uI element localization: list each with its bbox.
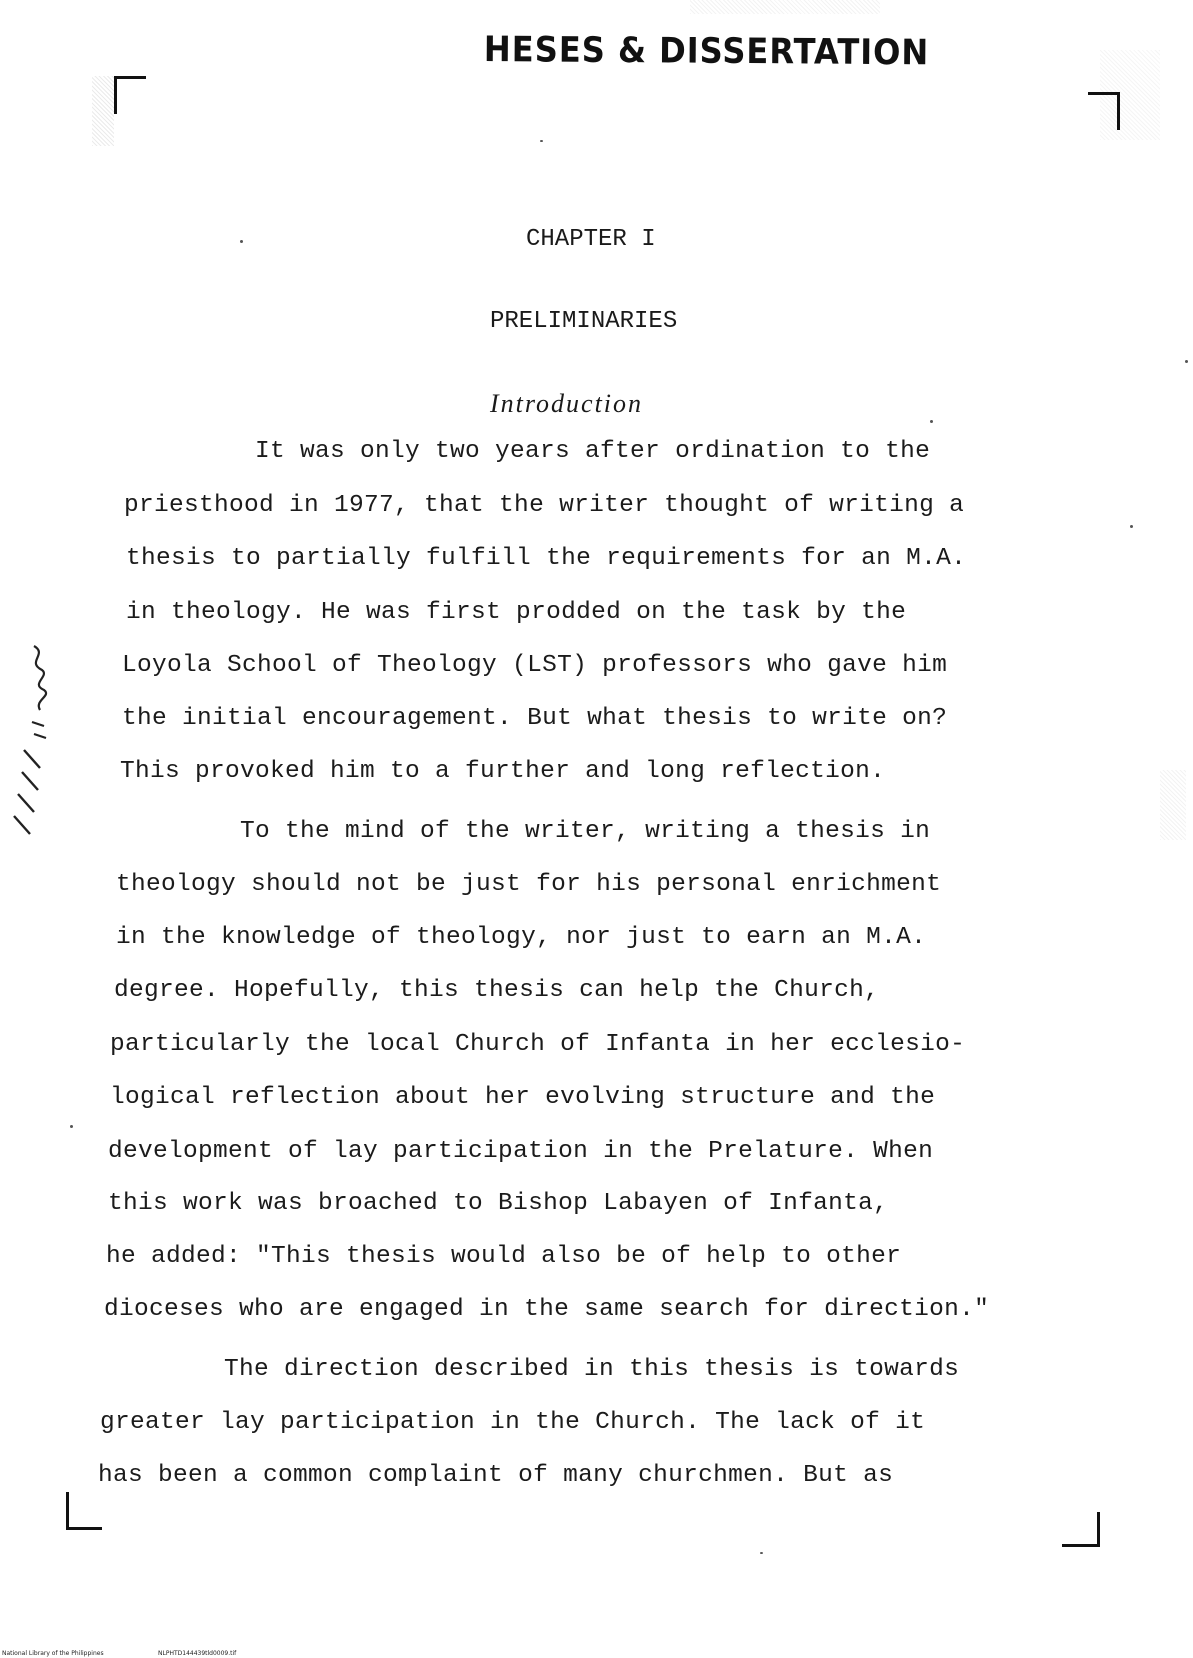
- body-text-line: in theology. He was first prodded on the task by the: [126, 599, 907, 626]
- body-text-line: priesthood in 1977, that the writer thought of writing a: [124, 492, 965, 519]
- body-text-line: theology should not be just for his personal enrichment: [116, 871, 942, 898]
- scan-noise: [1100, 50, 1160, 140]
- scan-noise: [92, 76, 114, 146]
- body-text-line: This provoked him to a further and long reflection.: [120, 758, 886, 785]
- scan-speck: [760, 1552, 763, 1554]
- chapter-title: PRELIMINARIES: [490, 308, 678, 335]
- crop-mark-bottom-right-vertical: [1097, 1512, 1100, 1547]
- theses-dissertation-stamp: HESES & DISSERTATION: [483, 30, 930, 74]
- body-text-line: particularly the local Church of Infanta in her ecclesio-: [110, 1031, 966, 1058]
- crop-mark-bottom-right-horizontal: [1062, 1544, 1100, 1547]
- body-text-line: The direction described in this thesis is towards: [224, 1356, 960, 1383]
- crop-mark-top-left-vertical: [114, 76, 117, 114]
- body-text-line: he added: "This thesis would also be of help to other: [106, 1243, 902, 1270]
- body-text-line: this work was broached to Bishop Labayen of Infanta,: [108, 1190, 889, 1217]
- body-text-line: the initial encouragement. But what thesis to write on?: [122, 705, 948, 732]
- body-text-line: degree. Hopefully, this thesis can help the Church,: [114, 977, 880, 1004]
- scan-noise: [690, 0, 880, 14]
- crop-mark-top-left-horizontal: [114, 76, 146, 79]
- body-text-line: dioceses who are engaged in the same search for direction.": [104, 1296, 990, 1323]
- body-text-line: logical reflection about her evolving structure and the: [110, 1084, 936, 1111]
- body-text-line: greater lay participation in the Church. The lack of it: [100, 1409, 926, 1436]
- body-text-line: thesis to partially fulfill the requirements for an M.A.: [126, 545, 967, 572]
- body-text-line: has been a common complaint of many churchmen. But as: [98, 1462, 894, 1489]
- scan-speck: [70, 1125, 73, 1128]
- scan-speck: [240, 240, 243, 243]
- scan-speck: [1185, 360, 1188, 363]
- footer-library-credit: National Library of the Philippines: [2, 1650, 104, 1657]
- scan-noise: [1160, 770, 1186, 840]
- scan-speck: [930, 420, 933, 423]
- chapter-heading: CHAPTER I: [526, 226, 656, 253]
- crop-mark-bottom-left-horizontal: [66, 1527, 102, 1530]
- scan-speck: [1130, 525, 1133, 528]
- scan-speck: [540, 140, 543, 142]
- body-text-line: It was only two years after ordination to the: [255, 438, 931, 465]
- handwritten-margin-annotation: [4, 640, 54, 845]
- footer-file-id: NLPHTD144439tld0009.tif: [158, 1650, 237, 1657]
- body-text-line: development of lay participation in the Prelature. When: [108, 1138, 934, 1165]
- body-text-line: in the knowledge of theology, nor just to earn an M.A.: [116, 924, 927, 951]
- crop-mark-bottom-left-vertical: [66, 1492, 69, 1530]
- body-text-line: Loyola School of Theology (LST) professors who gave him: [122, 652, 948, 679]
- body-text-line: To the mind of the writer, writing a thesis in: [240, 818, 931, 845]
- section-heading: Introduction: [490, 389, 644, 418]
